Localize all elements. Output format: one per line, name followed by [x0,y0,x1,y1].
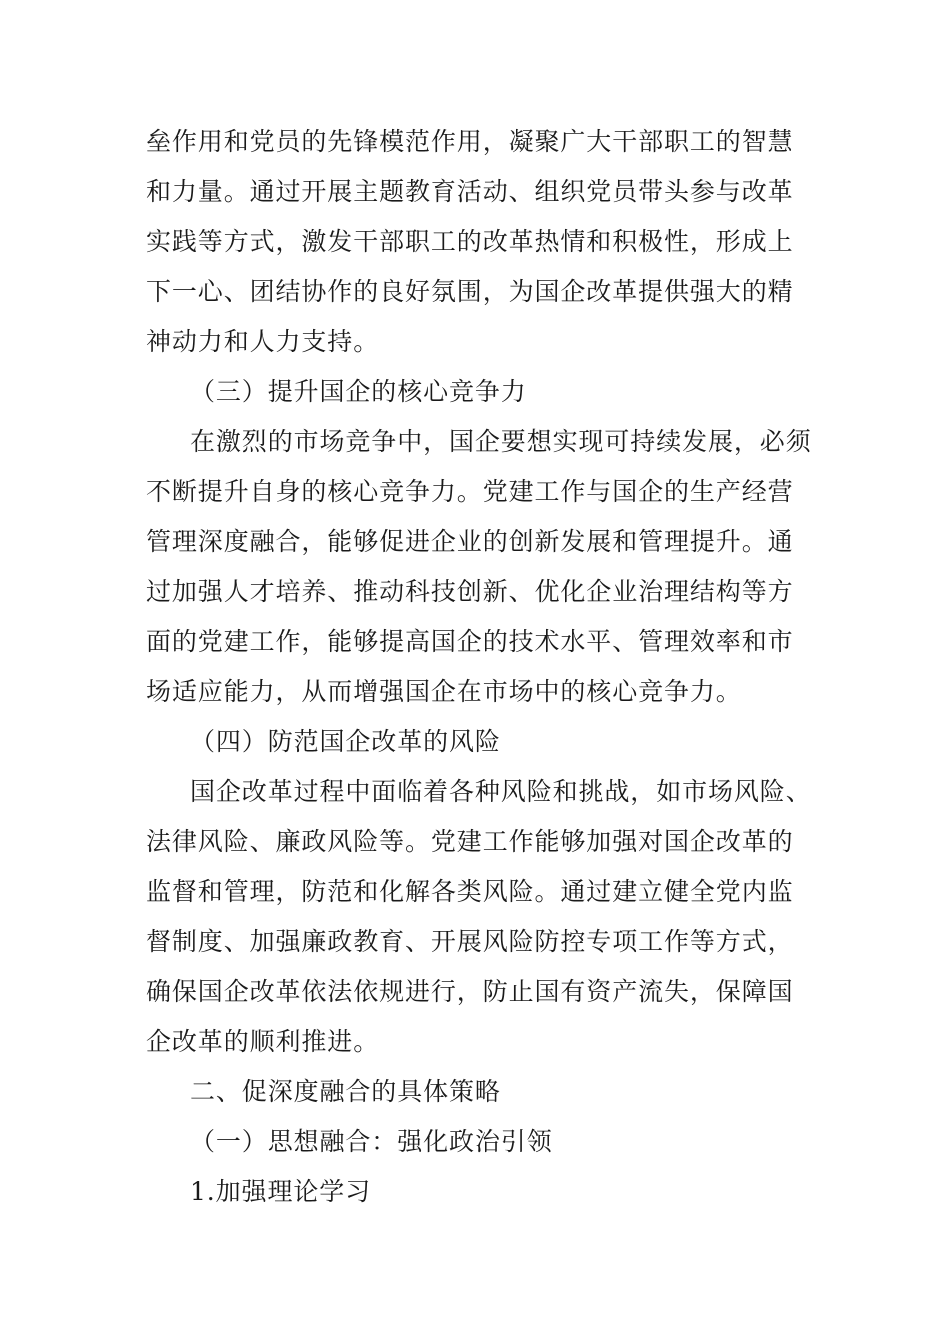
paragraph-line: 不断提升自身的核心竞争力。党建工作与国企的生产经营 [146,477,794,506]
paragraph-line: 和力量。通过开展主题教育活动、组织党员带头参与改革 [146,177,794,206]
section-heading: （四）防范国企改革的风险 [190,727,501,756]
paragraph-line: 监督和管理，防范和化解各类风险。通过建立健全党内监 [146,877,794,906]
paragraph-line: 面的党建工作，能够提高国企的技术水平、管理效率和市 [146,627,794,656]
paragraph-line: 垒作用和党员的先锋模范作用，凝聚广大干部职工的智慧 [146,127,794,156]
paragraph-line: 下一心、团结协作的良好氛围，为国企改革提供强大的精 [146,277,794,306]
paragraph-line: 法律风险、廉政风险等。党建工作能够加强对国企改革的 [146,827,794,856]
paragraph-line: 神动力和人力支持。 [146,327,380,356]
paragraph-line: 实践等方式，激发干部职工的改革热情和积极性，形成上 [146,227,794,256]
paragraph-line: 管理深度融合，能够促进企业的创新发展和管理提升。通 [146,527,794,556]
paragraph-line: 国企改革过程中面临着各种风险和挑战，如市场风险、 [190,777,812,806]
paragraph-line: 场适应能力，从而增强国企在市场中的核心竞争力。 [146,677,742,706]
paragraph-line: 督制度、加强廉政教育、开展风险防控专项工作等方式， [146,927,794,956]
paragraph-line: 企改革的顺利推进。 [146,1027,380,1056]
paragraph-line: 过加强人才培养、推动科技创新、优化企业治理结构等方 [146,577,794,606]
paragraph-line: 确保国企改革依法依规进行，防止国有资产流失，保障国 [146,977,794,1006]
chapter-heading: 二、促深度融合的具体策略 [190,1077,501,1106]
subsection-heading: （一）思想融合：强化政治引领 [190,1127,553,1156]
paragraph-line: 在激烈的市场竞争中，国企要想实现可持续发展，必须 [190,427,812,456]
item-heading: 1.加强理论学习 [190,1177,372,1206]
section-heading: （三）提升国企的核心竞争力 [190,377,527,406]
